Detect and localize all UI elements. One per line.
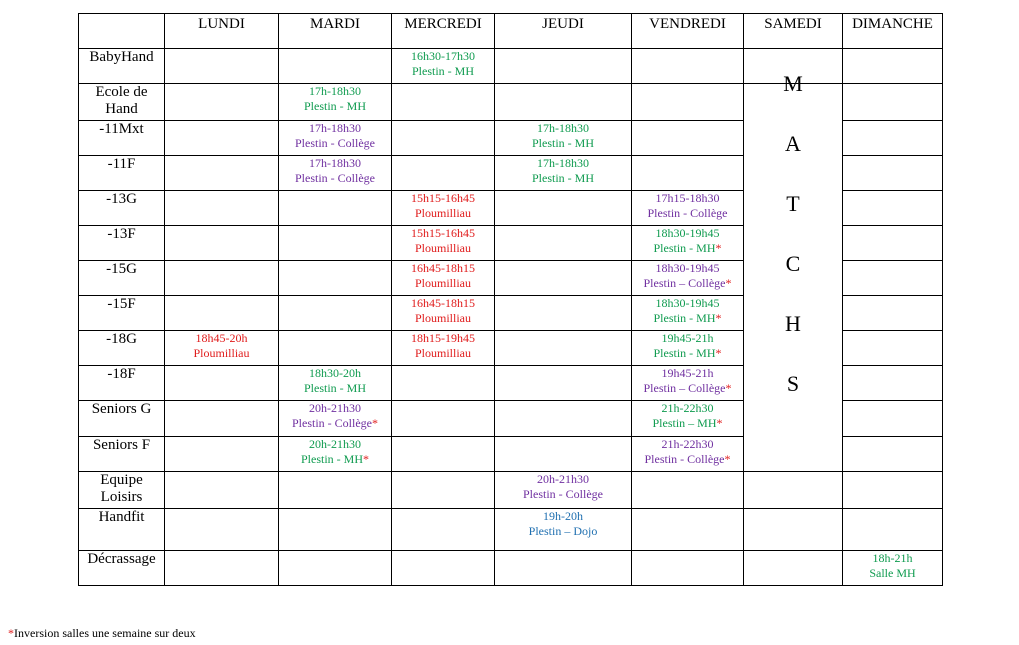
matchs-letter: T [786,191,800,216]
footnote [8,626,196,641]
slot-time: 18h30-19h45 [655,296,720,310]
asterisk-mark: * [363,452,369,466]
matchs-letter: H [785,311,801,336]
slot-place-text: Plestin – MH [652,416,717,430]
slot-time: 20h-21h30 [309,437,361,451]
table-row [79,551,943,586]
slot-place-text: Plestin - MH [300,452,363,466]
schedule-table [78,13,943,586]
empty-cell [632,121,744,156]
training-slot [632,331,744,366]
day-header: MERCREDI [392,14,495,49]
empty-cell [843,331,943,366]
asterisk-mark: * [372,416,378,430]
asterisk-mark: * [716,416,723,430]
training-slot [495,472,632,509]
asterisk-mark: * [715,311,722,325]
training-slot [392,331,495,366]
empty-cell [165,551,279,586]
slot-place [279,416,391,431]
empty-cell [843,226,943,261]
group-label: BabyHand [79,49,165,84]
group-label: -11Mxt [79,121,165,156]
slot-time: 18h30-19h45 [655,261,720,275]
group-label: Décrassage [79,551,165,586]
slot-time: 18h45-20h [195,331,248,345]
slot-place: Ploumilliau [414,206,471,220]
empty-cell [843,261,943,296]
empty-cell [843,191,943,226]
slot-place: Ploumilliau [414,241,471,255]
slot-place: Plestin - MH [303,381,366,395]
empty-cell [279,509,392,551]
empty-cell [843,84,943,121]
group-label: -15F [79,296,165,331]
empty-cell [632,84,744,121]
empty-cell [279,472,392,509]
slot-time: 17h-18h30 [537,156,589,170]
slot-place [632,241,743,256]
empty-cell [165,84,279,121]
group-label: Ecole de Hand [79,84,165,121]
training-slot [632,366,744,401]
empty-cell [495,331,632,366]
empty-cell [165,156,279,191]
matchs-letter: S [786,371,800,396]
empty-cell [165,191,279,226]
asterisk-mark: * [715,241,722,255]
empty-cell [165,472,279,509]
training-slot [279,401,392,437]
empty-cell [392,401,495,437]
empty-cell [165,49,279,84]
slot-time: 20h-21h30 [309,401,361,415]
empty-cell [495,261,632,296]
training-slot [392,191,495,226]
slot-time: 15h15-16h45 [411,191,475,205]
empty-cell [392,366,495,401]
slot-place: Plestin - Collège [295,136,375,150]
training-slot [279,156,392,191]
slot-place [632,452,743,467]
empty-cell [392,84,495,121]
slot-time: 18h30-19h45 [655,226,720,240]
empty-cell [495,226,632,261]
slot-place: Ploumilliau [414,311,471,325]
slot-time: 19h45-21h [661,331,714,345]
day-header: JEUDI [495,14,632,49]
empty-cell [744,551,843,586]
slot-time: 16h45-18h15 [411,261,475,275]
training-slot [279,437,392,472]
empty-cell [279,551,392,586]
training-slot [495,121,632,156]
slot-time: 18h15-19h45 [411,331,475,345]
slot-place [632,346,743,361]
slot-place [632,381,743,396]
slot-time: 17h-18h30 [309,156,361,170]
slot-time: 18h-21h [872,551,913,565]
matchs-letter: C [785,251,801,276]
slot-place-text: Plestin - MH [653,311,716,325]
table-row [79,84,943,121]
empty-cell [495,366,632,401]
day-header: VENDREDI [632,14,744,49]
empty-cell [279,226,392,261]
training-slot [495,156,632,191]
empty-cell [165,261,279,296]
slot-time: 17h-18h30 [309,84,361,98]
slot-place: Plestin - MH [531,171,594,185]
asterisk-mark: * [725,276,732,290]
group-label: -13F [79,226,165,261]
empty-cell [632,472,744,509]
training-slot [165,331,279,366]
empty-cell [495,437,632,472]
asterisk-mark: * [715,346,722,360]
slot-time: 19h-20h [543,509,583,523]
empty-cell [843,509,943,551]
empty-cell [495,401,632,437]
slot-place [632,311,743,326]
training-slot [632,296,744,331]
slot-place: Plestin - MH [531,136,594,150]
slot-place: Plestin – Dojo [528,524,598,538]
training-slot [632,437,744,472]
empty-cell [632,509,744,551]
training-slot [392,49,495,84]
empty-cell [392,551,495,586]
slot-place-text: Plestin – Collège [643,276,726,290]
day-header: DIMANCHE [843,14,943,49]
slot-place [632,416,743,431]
matchs-letters [744,54,842,414]
asterisk-mark: * [724,452,731,466]
empty-cell [279,49,392,84]
empty-cell [279,296,392,331]
group-label: -18G [79,331,165,366]
slot-place-text: Plestin - Collège [292,416,372,430]
slot-place: Ploumilliau [414,276,471,290]
day-header: MARDI [279,14,392,49]
empty-cell [165,509,279,551]
empty-cell [279,191,392,226]
empty-cell [632,551,744,586]
slot-time: 21h-22h30 [661,437,714,451]
header-row [79,14,943,49]
empty-cell [843,49,943,84]
empty-cell [744,472,843,509]
training-slot [495,509,632,551]
empty-cell [165,437,279,472]
empty-cell [495,551,632,586]
empty-cell [392,121,495,156]
slot-place: Plestin - Collège [647,206,728,220]
slot-place: Plestin - Collège [295,171,375,185]
empty-cell [843,296,943,331]
training-slot [632,261,744,296]
group-label: -13G [79,191,165,226]
empty-cell [843,156,943,191]
group-label: -15G [79,261,165,296]
day-header: SAMEDI [744,14,843,49]
empty-cell [843,472,943,509]
training-slot [279,366,392,401]
slot-time: 20h-21h30 [537,472,589,486]
empty-cell [632,49,744,84]
asterisk-mark: * [725,381,732,395]
training-slot [632,191,744,226]
training-slot [632,401,744,437]
slot-place: Plestin - MH [303,99,366,113]
empty-cell [392,156,495,191]
slot-time: 21h-22h30 [661,401,714,415]
empty-cell [165,401,279,437]
empty-cell [279,331,392,366]
empty-cell [392,509,495,551]
slot-time: 17h-18h30 [537,121,589,135]
slot-place: Plestin - Collège [523,487,603,501]
matchs-letter: M [783,71,803,96]
empty-cell [165,226,279,261]
slot-place [632,276,743,291]
matchs-letter: A [785,131,801,156]
empty-cell [843,437,943,472]
slot-place-text: Plestin - Collège [644,452,725,466]
empty-cell [843,366,943,401]
slot-time: 15h15-16h45 [411,226,475,240]
slot-time: 16h45-18h15 [411,296,475,310]
empty-cell [495,296,632,331]
slot-place: Ploumilliau [193,346,250,360]
training-slot [279,84,392,121]
matchs-cell [744,71,843,472]
group-label: -11F [79,156,165,191]
slot-place-text: Plestin – Collège [643,381,726,395]
training-slot [392,296,495,331]
group-label: Seniors F [79,437,165,472]
slot-place: Ploumilliau [414,346,471,360]
training-slot [392,226,495,261]
empty-cell [495,84,632,121]
slot-place: Plestin - MH [411,64,474,78]
empty-cell [744,509,843,551]
day-header: LUNDI [165,14,279,49]
slot-time: 17h15-18h30 [655,191,720,205]
empty-cell [165,121,279,156]
group-label: -18F [79,366,165,401]
empty-cell [843,401,943,437]
slot-time: 17h-18h30 [309,121,361,135]
empty-cell [495,49,632,84]
slot-time: 18h30-20h [309,366,361,380]
table-row [79,509,943,551]
empty-cell [843,121,943,156]
corner-cell [79,14,165,49]
footnote-asterisk: * [8,626,14,640]
empty-cell [165,296,279,331]
empty-cell [392,472,495,509]
slot-place: Salle MH [869,566,916,580]
slot-place-text: Plestin - MH [653,241,716,255]
group-label: Equipe Loisirs [79,472,165,509]
footnote-text: Inversion salles une semaine sur deux [14,626,196,640]
group-label: Handfit [79,509,165,551]
slot-time: 16h30-17h30 [411,49,475,63]
empty-cell [495,191,632,226]
empty-cell [279,261,392,296]
empty-cell [392,437,495,472]
empty-cell [165,366,279,401]
slot-place-text: Plestin - MH [653,346,716,360]
group-label: Seniors G [79,401,165,437]
slot-place [279,452,391,467]
table-row [79,472,943,509]
training-slot [632,226,744,261]
slot-time: 19h45-21h [661,366,714,380]
training-slot [279,121,392,156]
training-slot [392,261,495,296]
training-slot [843,551,943,586]
empty-cell [632,156,744,191]
